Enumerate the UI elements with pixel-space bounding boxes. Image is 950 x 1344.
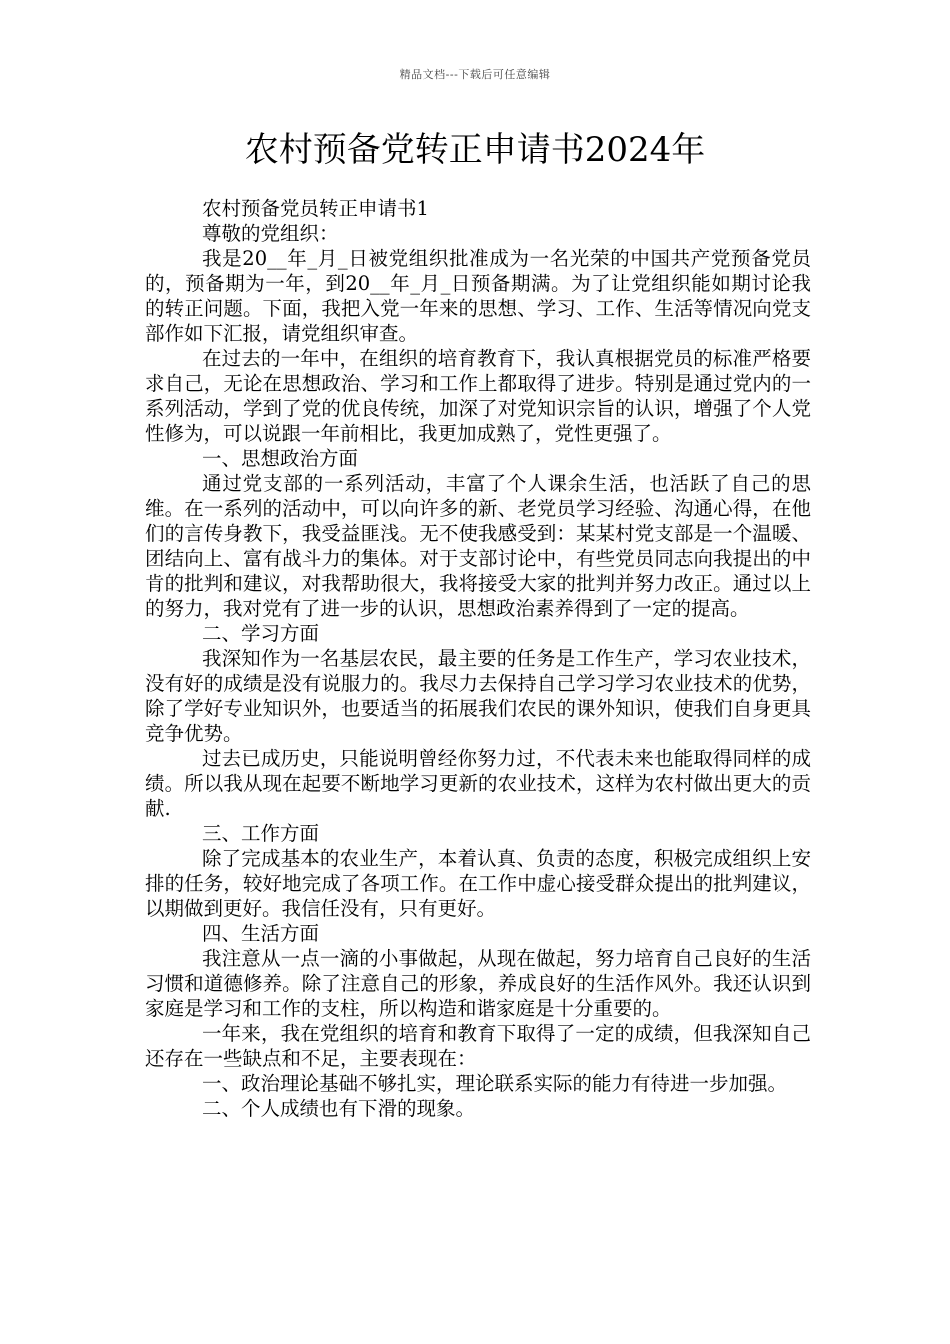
section-heading: 农村预备党员转正申请书1 [202,197,429,220]
body-paragraph: 在过去的一年中，在组织的培育教育下，我认真根据党员的标准严格要求自己，无论在思想政治、学习和工作上都取得了进步。特别是通过党内的一系列活动，学到了党的优良传统，加深了对党知识宗旨的认识，增强了个人党性修为，可以说跟一年前相比，我更加成熟了，党性更强了。 [145,347,811,445]
section-heading: 二、学习方面 [202,622,320,645]
body-paragraph: 我注意从一点一滴的小事做起，从现在做起，努力培育自己良好的生活习惯和道德修养。除了注意自己的形象，养成良好的生活作风外。我还认识到家庭是学习和工作的支柱，所以构造和谐家庭是十分重要的。 [145,947,811,1020]
section-heading: 四、生活方面 [202,922,320,945]
section-heading: 三、工作方面 [202,822,320,845]
salutation: 尊敬的党组织： [202,222,339,245]
body-paragraph: 过去已成历史，只能说明曾经你努力过，不代表未来也能取得同样的成绩。所以我从现在起要不断地学习更新的农业技术，这样为农村做出更大的贡献. [145,747,811,820]
body-paragraph: 通过党支部的一系列活动，丰富了个人课余生活，也活跃了自己的思维。在一系列的活动中，可以向许多的新、老党员学习经验、沟通心得，在他们的言传身教下，我受益匪浅。无不使我感受到：某某村党支部是一个温暖、团结向上、富有战斗力的集体。对于支部讨论中，有些党员同志向我提出的中肯的批判和建议，对我帮助很大，我将接受大家的批判并努力改正。通过以上的努力，我对党有了进一步的认识，思想政治素养得到了一定的提高。 [145,472,811,620]
document-title: 农村预备党转正申请书2024年 [244,130,706,170]
body-paragraph: 一、政治理论基础不够扎实，理论联系实际的能力有待进一步加强。 [202,1072,788,1095]
body-paragraph: 我深知作为一名基层农民，最主要的任务是工作生产，学习农业技术，没有好的成绩是没有说服力的。我尽力去保持自己学习学习农业技术的优势，除了学好专业知识外，也要适当的拓展我们农民的课外知识，使我们自身更具竞争优势。 [145,647,811,745]
section-heading: 一、思想政治方面 [202,447,359,470]
body-paragraph: 除了完成基本的农业生产，本着认真、负责的态度，积极完成组织上安排的任务，较好地完成了各项工作。在工作中虚心接受群众提出的批判建议，以期做到更好。我信任没有，只有更好。 [145,847,811,920]
header-note: 精品文档---下载后可任意编辑 [399,68,551,81]
document-body [145,196,811,1121]
body-paragraph: 一年来，我在党组织的培育和教育下取得了一定的成绩，但我深知自己还存在一些缺点和不足，主要表现在： [145,1022,811,1070]
body-paragraph: 我是20__年_月_日被党组织批准成为一名光荣的中国共产党预备党员的，预备期为一年，到20__年_月_日预备期满。为了让党组织能如期讨论我的转正问题。下面，我把入党一年来的思想、学习、工作、生活等情况向党支部作如下汇报，请党组织审查。 [145,247,811,345]
body-paragraph: 二、个人成绩也有下滑的现象。 [202,1097,476,1120]
